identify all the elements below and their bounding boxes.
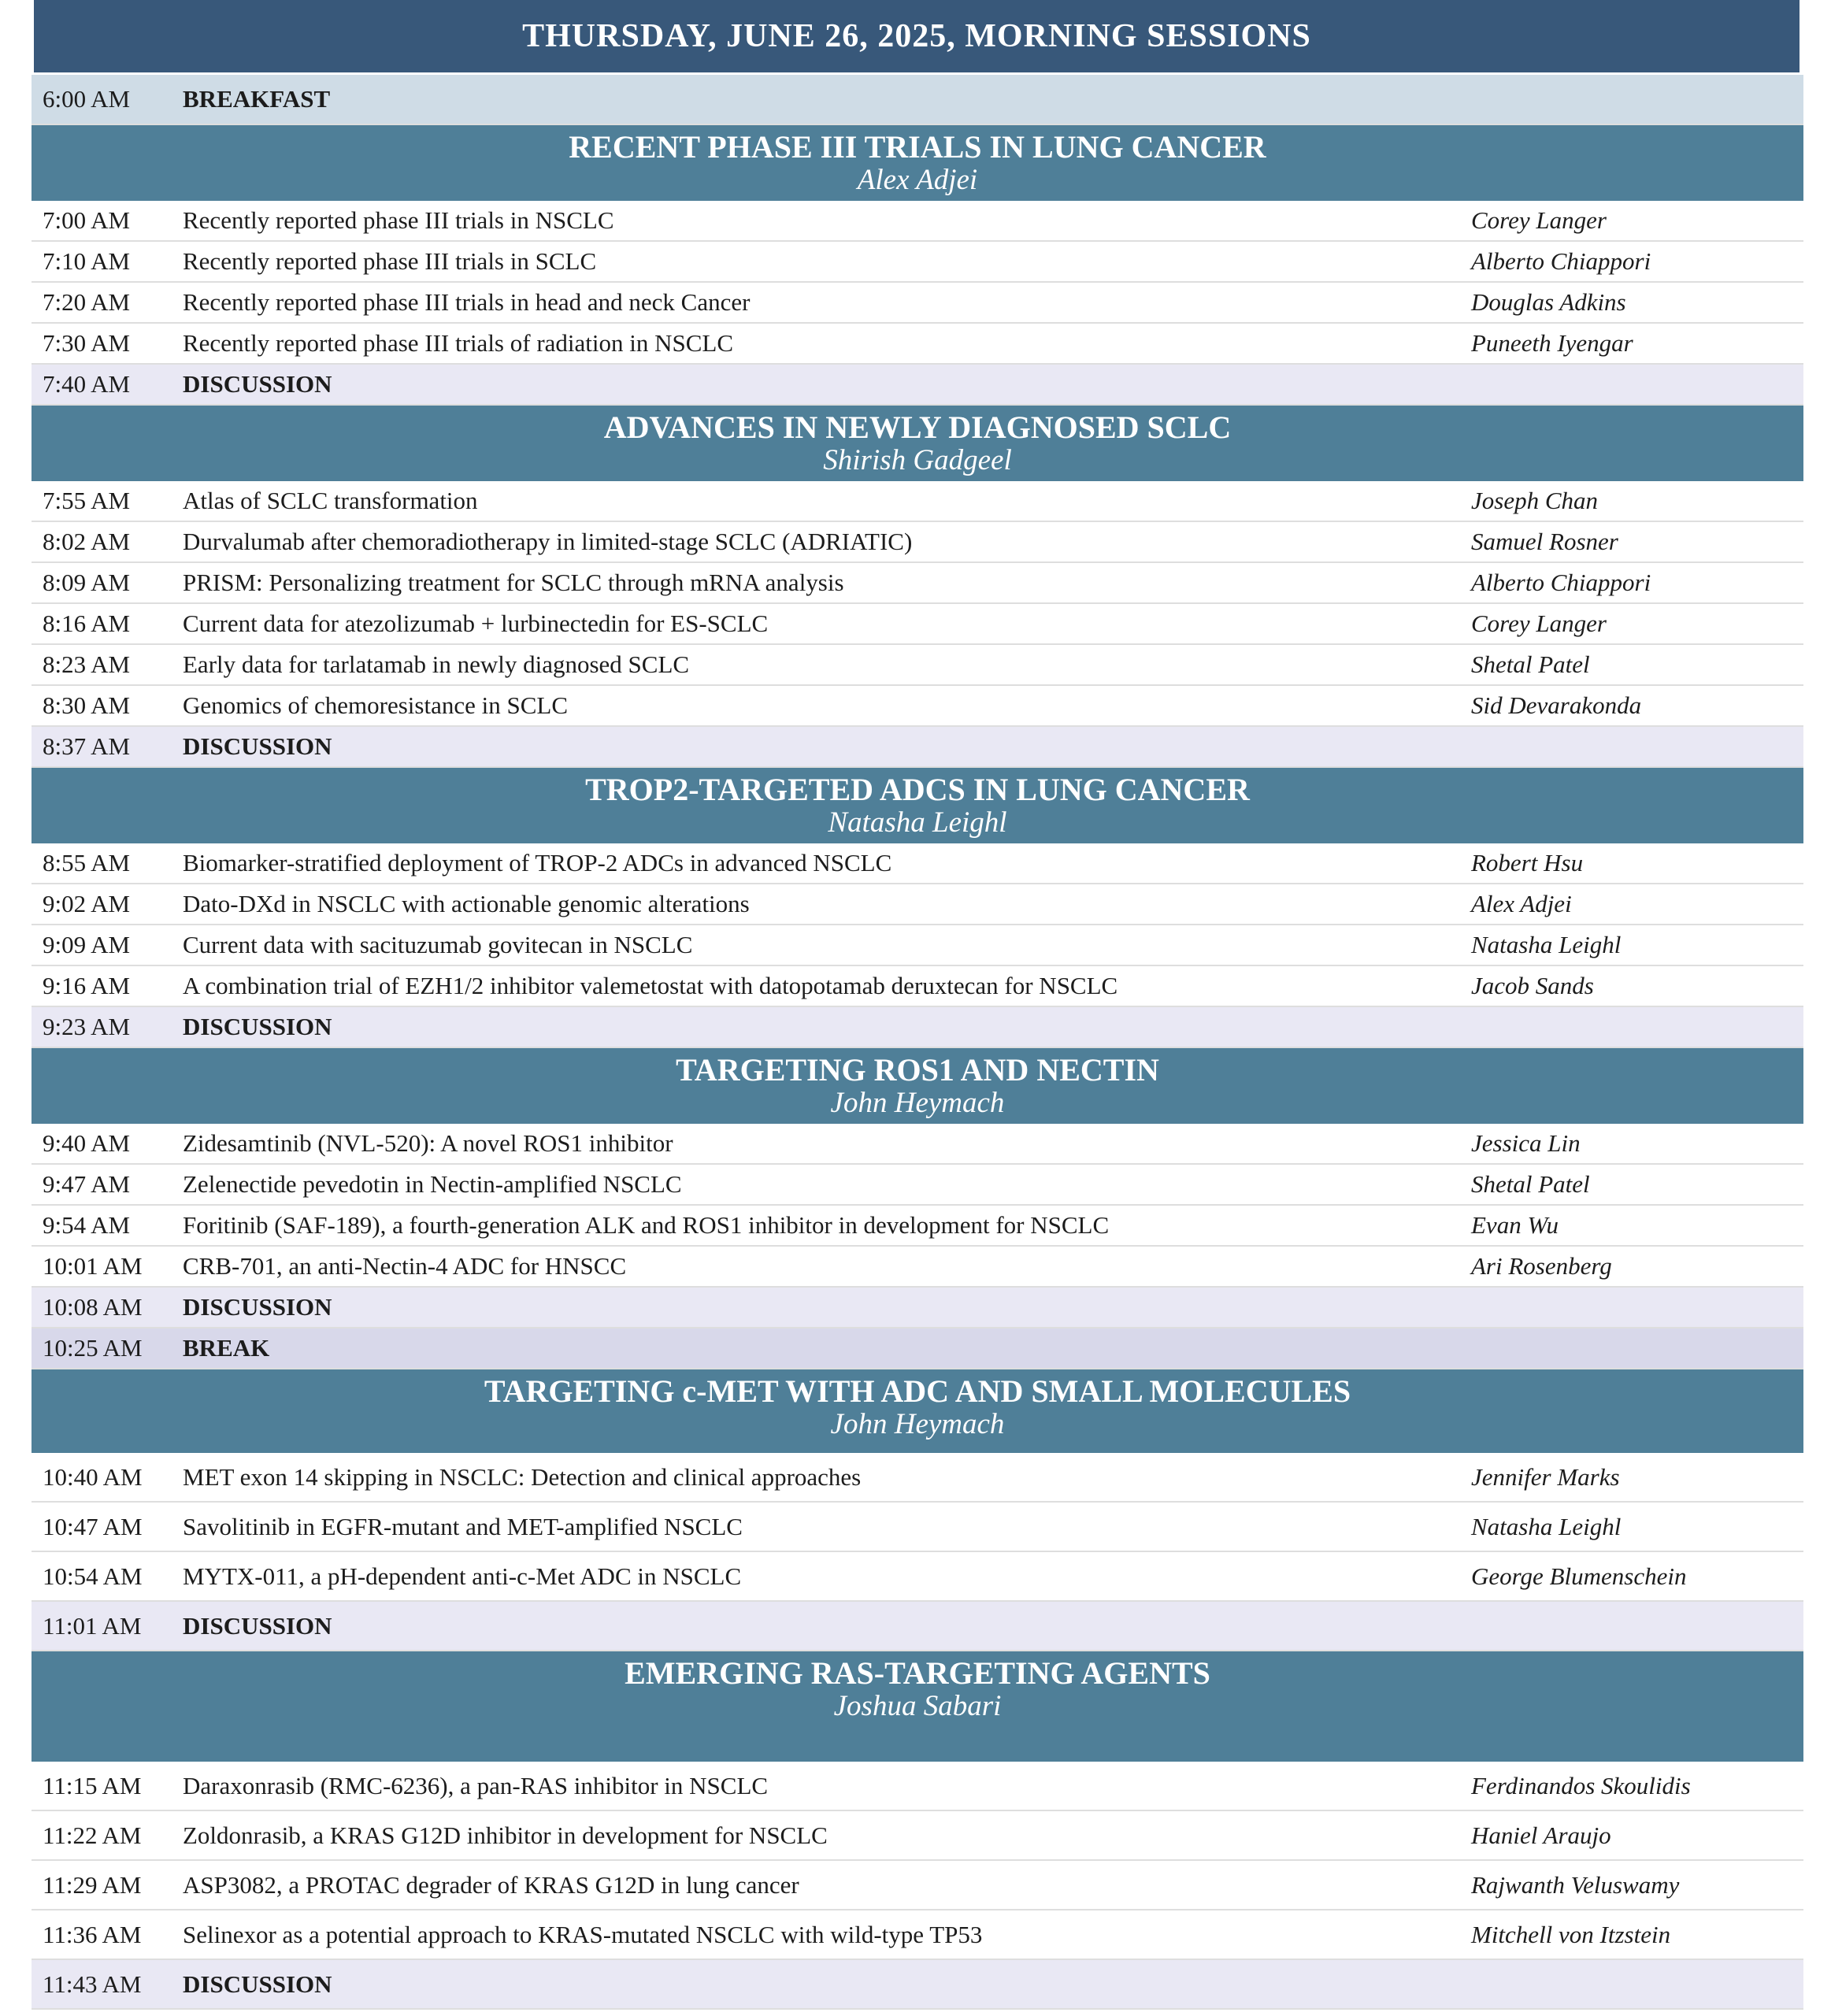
session-title: EMERGING RAS-TARGETING AGENTS (625, 1655, 1210, 1691)
topic-cell: Recently reported phase III trials in NSCLC (183, 206, 614, 234)
talk-row (32, 966, 1803, 1007)
speaker-cell: Ferdinandos Skoulidis (1471, 1771, 1691, 1799)
talk-row (32, 1453, 1803, 1503)
topic-cell: Recently reported phase III trials in head and neck Cancer (183, 288, 751, 316)
time-cell: 11:36 AM (43, 1920, 142, 1948)
time-cell: 7:55 AM (43, 487, 131, 514)
topic-cell: DISCUSSION (183, 370, 332, 398)
time-cell: 11:22 AM (43, 1821, 142, 1849)
time-cell: 8:30 AM (43, 691, 131, 719)
topic-cell: BREAK (183, 1334, 270, 1362)
speaker-cell: Shetal Patel (1471, 650, 1590, 678)
session-chair: Shirish Gadgeel (823, 444, 1012, 476)
discussion-row (32, 1960, 1803, 2010)
talk-row (32, 1124, 1803, 1165)
speaker-cell: Alex Adjei (1471, 890, 1572, 917)
time-cell: 7:30 AM (43, 329, 131, 357)
time-cell: 10:08 AM (43, 1293, 143, 1321)
session-chair: Natasha Leighl (828, 806, 1007, 839)
speaker-cell: Sid Devarakonda (1471, 691, 1642, 719)
time-cell: 11:15 AM (43, 1771, 142, 1799)
session-header (32, 1651, 1803, 1762)
speaker-cell: Evan Wu (1471, 1211, 1559, 1239)
talk-row (32, 843, 1803, 884)
session-title: RECENT PHASE III TRIALS IN LUNG CANCER (569, 129, 1266, 165)
time-cell: 8:23 AM (43, 650, 131, 678)
topic-cell: BREAKFAST (183, 85, 331, 113)
speaker-cell: Jennifer Marks (1471, 1462, 1620, 1491)
talk-row (32, 1861, 1803, 1910)
session-header (32, 125, 1803, 201)
topic-cell: Durvalumab after chemoradiotherapy in limited-stage SCLC (ADRIATIC) (183, 528, 913, 555)
speaker-cell: Ari Rosenberg (1471, 1252, 1612, 1280)
topic-cell: Savolitinib in EGFR-mutant and MET-amplified NSCLC (183, 1512, 743, 1540)
discussion-row (32, 1602, 1803, 1651)
session-chair: Joshua Sabari (833, 1690, 1002, 1722)
speaker-cell: Mitchell von Itzstein (1471, 1920, 1671, 1948)
page-title: THURSDAY, JUNE 26, 2025, MORNING SESSIONS (34, 0, 1799, 75)
time-cell: 9:23 AM (43, 1013, 131, 1040)
talk-row (32, 1811, 1803, 1861)
talk-row (32, 522, 1803, 563)
topic-cell: ASP3082, a PROTAC degrader of KRAS G12D in lung cancer (183, 1870, 799, 1899)
speaker-cell: Puneeth Iyengar (1471, 329, 1633, 357)
time-cell: 8:55 AM (43, 849, 131, 876)
talk-row (32, 563, 1803, 604)
talk-row (32, 1503, 1803, 1552)
topic-cell: A combination trial of EZH1/2 inhibitor valemetostat with datopotamab deruxtecan for NSCLC (183, 972, 1118, 999)
session-header (32, 406, 1803, 481)
time-cell: 7:10 AM (43, 247, 131, 275)
agenda-table (32, 0, 1803, 2010)
topic-cell: DISCUSSION (183, 1611, 332, 1640)
topic-cell: Early data for tarlatamab in newly diagnosed SCLC (183, 650, 690, 678)
time-cell: 9:40 AM (43, 1129, 131, 1157)
speaker-cell: Douglas Adkins (1471, 288, 1626, 316)
talk-row (32, 1762, 1803, 1811)
topic-cell: Zidesamtinib (NVL-520): A novel ROS1 inhibitor (183, 1129, 673, 1157)
time-cell: 10:01 AM (43, 1252, 143, 1280)
speaker-cell: Jessica Lin (1471, 1129, 1581, 1157)
talk-row (32, 686, 1803, 727)
topic-cell: DISCUSSION (183, 732, 332, 760)
talk-row (32, 481, 1803, 522)
speaker-cell: Natasha Leighl (1471, 931, 1622, 958)
topic-cell: Selinexor as a potential approach to KRAS-mutated NSCLC with wild-type TP53 (183, 1920, 983, 1948)
discussion-row (32, 727, 1803, 768)
talk-row (32, 1165, 1803, 1206)
talk-row (32, 242, 1803, 283)
speaker-cell: Corey Langer (1471, 206, 1607, 234)
time-cell: 7:00 AM (43, 206, 131, 234)
talk-row (32, 925, 1803, 966)
time-cell: 11:29 AM (43, 1870, 142, 1899)
topic-cell: CRB-701, an anti-Nectin-4 ADC for HNSCC (183, 1252, 627, 1280)
time-cell: 8:09 AM (43, 569, 131, 596)
time-cell: 8:02 AM (43, 528, 131, 555)
breakfast-row (32, 75, 1803, 125)
time-cell: 7:40 AM (43, 370, 131, 398)
topic-cell: MYTX-011, a pH-dependent anti-c-Met ADC in NSCLC (183, 1562, 742, 1590)
talk-row (32, 1206, 1803, 1247)
speaker-cell: Corey Langer (1471, 610, 1607, 637)
topic-cell: Zelenectide pevedotin in Nectin-amplified NSCLC (183, 1170, 682, 1198)
speaker-cell: Shetal Patel (1471, 1170, 1590, 1198)
session-chair: John Heymach (830, 1087, 1005, 1119)
topic-cell: DISCUSSION (183, 1970, 332, 1998)
session-title: TARGETING ROS1 AND NECTIN (676, 1052, 1159, 1088)
session-title: TROP2-TARGETED ADCS IN LUNG CANCER (585, 772, 1250, 807)
talk-row (32, 1552, 1803, 1602)
talk-row (32, 201, 1803, 242)
session-chair: John Heymach (830, 1408, 1005, 1440)
topic-cell: DISCUSSION (183, 1293, 332, 1321)
time-cell: 9:54 AM (43, 1211, 131, 1239)
discussion-row (32, 1007, 1803, 1048)
discussion-row (32, 365, 1803, 406)
time-cell: 6:00 AM (43, 85, 131, 113)
talk-row (32, 283, 1803, 324)
talk-row (32, 1910, 1803, 1960)
topic-cell: Recently reported phase III trials in SCLC (183, 247, 597, 275)
topic-cell: Biomarker-stratified deployment of TROP-2 ADCs in advanced NSCLC (183, 849, 892, 876)
time-cell: 9:47 AM (43, 1170, 131, 1198)
topic-cell: Genomics of chemoresistance in SCLC (183, 691, 569, 719)
speaker-cell: Rajwanth Veluswamy (1471, 1870, 1680, 1899)
discussion-row (32, 1288, 1803, 1329)
speaker-cell: Robert Hsu (1471, 849, 1584, 876)
time-cell: 8:37 AM (43, 732, 131, 760)
talk-row (32, 884, 1803, 925)
topic-cell: DISCUSSION (183, 1013, 332, 1040)
topic-cell: Recently reported phase III trials of radiation in NSCLC (183, 329, 734, 357)
talk-row (32, 324, 1803, 365)
speaker-cell: Haniel Araujo (1471, 1821, 1611, 1849)
speaker-cell: Alberto Chiappori (1471, 569, 1651, 596)
talk-row (32, 1247, 1803, 1288)
session-title: ADVANCES IN NEWLY DIAGNOSED SCLC (603, 410, 1232, 445)
speaker-cell: Joseph Chan (1471, 487, 1599, 514)
time-cell: 8:16 AM (43, 610, 131, 637)
talk-row (32, 604, 1803, 645)
session-header (32, 1369, 1803, 1453)
speaker-cell: Alberto Chiappori (1471, 247, 1651, 275)
topic-cell: Current data for atezolizumab + lurbinectedin for ES-SCLC (183, 610, 769, 637)
session-title: TARGETING c-MET WITH ADC AND SMALL MOLECULES (484, 1373, 1351, 1409)
time-cell: 11:43 AM (43, 1970, 142, 1998)
speaker-cell: Jacob Sands (1471, 972, 1594, 999)
time-cell: 10:40 AM (43, 1462, 143, 1491)
time-cell: 9:16 AM (43, 972, 131, 999)
topic-cell: Dato-DXd in NSCLC with actionable genomic alterations (183, 890, 750, 917)
time-cell: 10:47 AM (43, 1512, 143, 1540)
session-header (32, 1048, 1803, 1124)
speaker-cell: Natasha Leighl (1471, 1512, 1622, 1540)
time-cell: 7:20 AM (43, 288, 131, 316)
topic-cell: Daraxonrasib (RMC-6236), a pan-RAS inhibitor in NSCLC (183, 1771, 769, 1799)
time-cell: 11:01 AM (43, 1611, 142, 1640)
time-cell: 9:09 AM (43, 931, 131, 958)
talk-row (32, 645, 1803, 686)
topic-cell: PRISM: Personalizing treatment for SCLC through mRNA analysis (183, 569, 844, 596)
time-cell: 10:25 AM (43, 1334, 143, 1362)
time-cell: 9:02 AM (43, 890, 131, 917)
session-header (32, 768, 1803, 843)
topic-cell: MET exon 14 skipping in NSCLC: Detection and clinical approaches (183, 1462, 862, 1491)
topic-cell: Foritinib (SAF-189), a fourth-generation ALK and ROS1 inhibitor in development for NSCLC (183, 1211, 1110, 1239)
time-cell: 10:54 AM (43, 1562, 143, 1590)
speaker-cell: George Blumenschein (1471, 1562, 1687, 1590)
topic-cell: Current data with sacituzumab govitecan in NSCLC (183, 931, 693, 958)
break-row (32, 1329, 1803, 1369)
session-chair: Alex Adjei (857, 164, 978, 196)
topic-cell: Atlas of SCLC transformation (183, 487, 478, 514)
speaker-cell: Samuel Rosner (1471, 528, 1618, 555)
topic-cell: Zoldonrasib, a KRAS G12D inhibitor in development for NSCLC (183, 1821, 828, 1849)
